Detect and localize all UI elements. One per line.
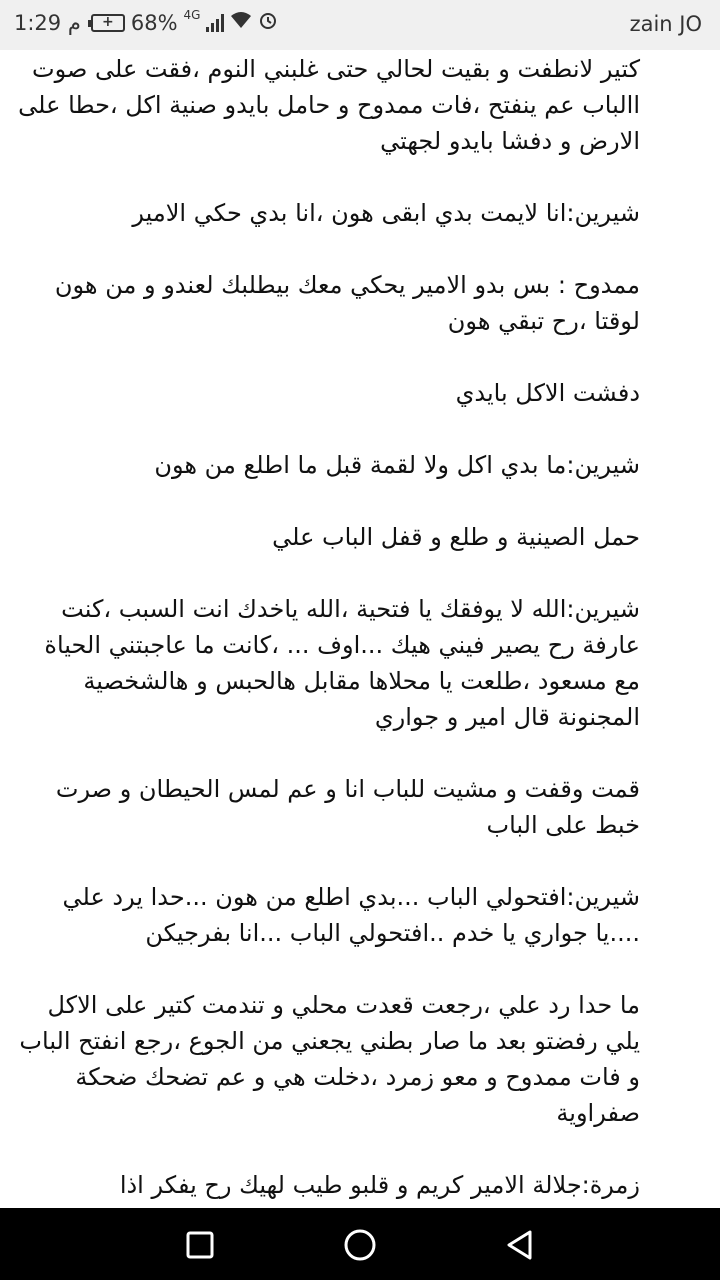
alarm-icon xyxy=(258,10,278,35)
triangle-back-icon xyxy=(505,1229,535,1261)
battery-icon: + xyxy=(91,14,125,32)
battery-percent: 68% xyxy=(130,10,178,35)
network-type: 4G xyxy=(183,7,201,22)
home-button[interactable] xyxy=(343,1228,377,1262)
paragraph: شيرين:الله لا يوفقك يا فتحية ،الله ياخدك انت السبب ،كنت عارفة رح يصير فيني هيك ...اوف ... ،كانت ما عاجبتني الحياة مع مسعود ،طلعت يا محلاها مقابل هالحبس و هالشخصية المجنونة قال امير و جواري xyxy=(44,595,640,731)
back-button[interactable] xyxy=(503,1228,537,1262)
paragraph: دفشت الاكل بايدي xyxy=(455,379,640,407)
story-text[interactable] xyxy=(0,50,720,1208)
recent-apps-button[interactable] xyxy=(183,1228,217,1262)
paragraph: شيرين:ما بدي اكل ولا لقمة قبل ما اطلع من هون xyxy=(154,451,640,479)
wifi-icon xyxy=(230,11,252,34)
paragraph: زمرة:جلالة الامير كريم و قلبو طيب لهيك رح يفكر اذا xyxy=(119,1171,640,1199)
paragraph: كتير لانطفت و بقيت لحالي حتى غلبني النوم ،فقت على صوت االباب عم ينفتح ،فات ممدوح و حامل بايدو صنية اكل ،حطا على الارض و دفشا بايدو لجهتي xyxy=(18,55,640,155)
clock: 1:29 م xyxy=(14,10,81,35)
paragraph: ما حدا رد علي ،رجعت قعدت محلي و تندمت كتير على الاكل يلي رفضتو بعد ما صار بطني يجعني من الجوع ،رجع انفتح الباب و فات ممدوح و معو زمرد ،دخلت هي و عم تضحك ضحكة صفراوية xyxy=(19,991,640,1127)
signal-icon xyxy=(206,14,224,32)
paragraph: ممدوح : بس بدو الامير يحكي معك بيطلبك لعندو و من هون لوقتا ،رح تبقي هون xyxy=(54,271,640,335)
navigation-bar xyxy=(0,1208,720,1280)
status-bar xyxy=(0,0,720,50)
paragraph: شيرين:افتحولي الباب ...بدي اطلع من هون ...حدا يرد علي ....يا جواري يا خدم ..افتحولي الباب ...انا بفرجيكن xyxy=(62,883,640,947)
paragraph: شيرين:انا لايمت بدي ابقى هون ،انا بدي حكي الامير xyxy=(132,199,640,227)
square-icon xyxy=(185,1230,215,1260)
carrier-name: zain JO xyxy=(629,12,702,36)
circle-icon xyxy=(343,1228,377,1262)
paragraph: قمت وقفت و مشيت للباب انا و عم لمس الحيطان و صرت خبط على الباب xyxy=(55,775,640,839)
paragraph: حمل الصينية و طلع و قفل الباب علي xyxy=(272,523,640,551)
status-icons xyxy=(14,7,278,35)
